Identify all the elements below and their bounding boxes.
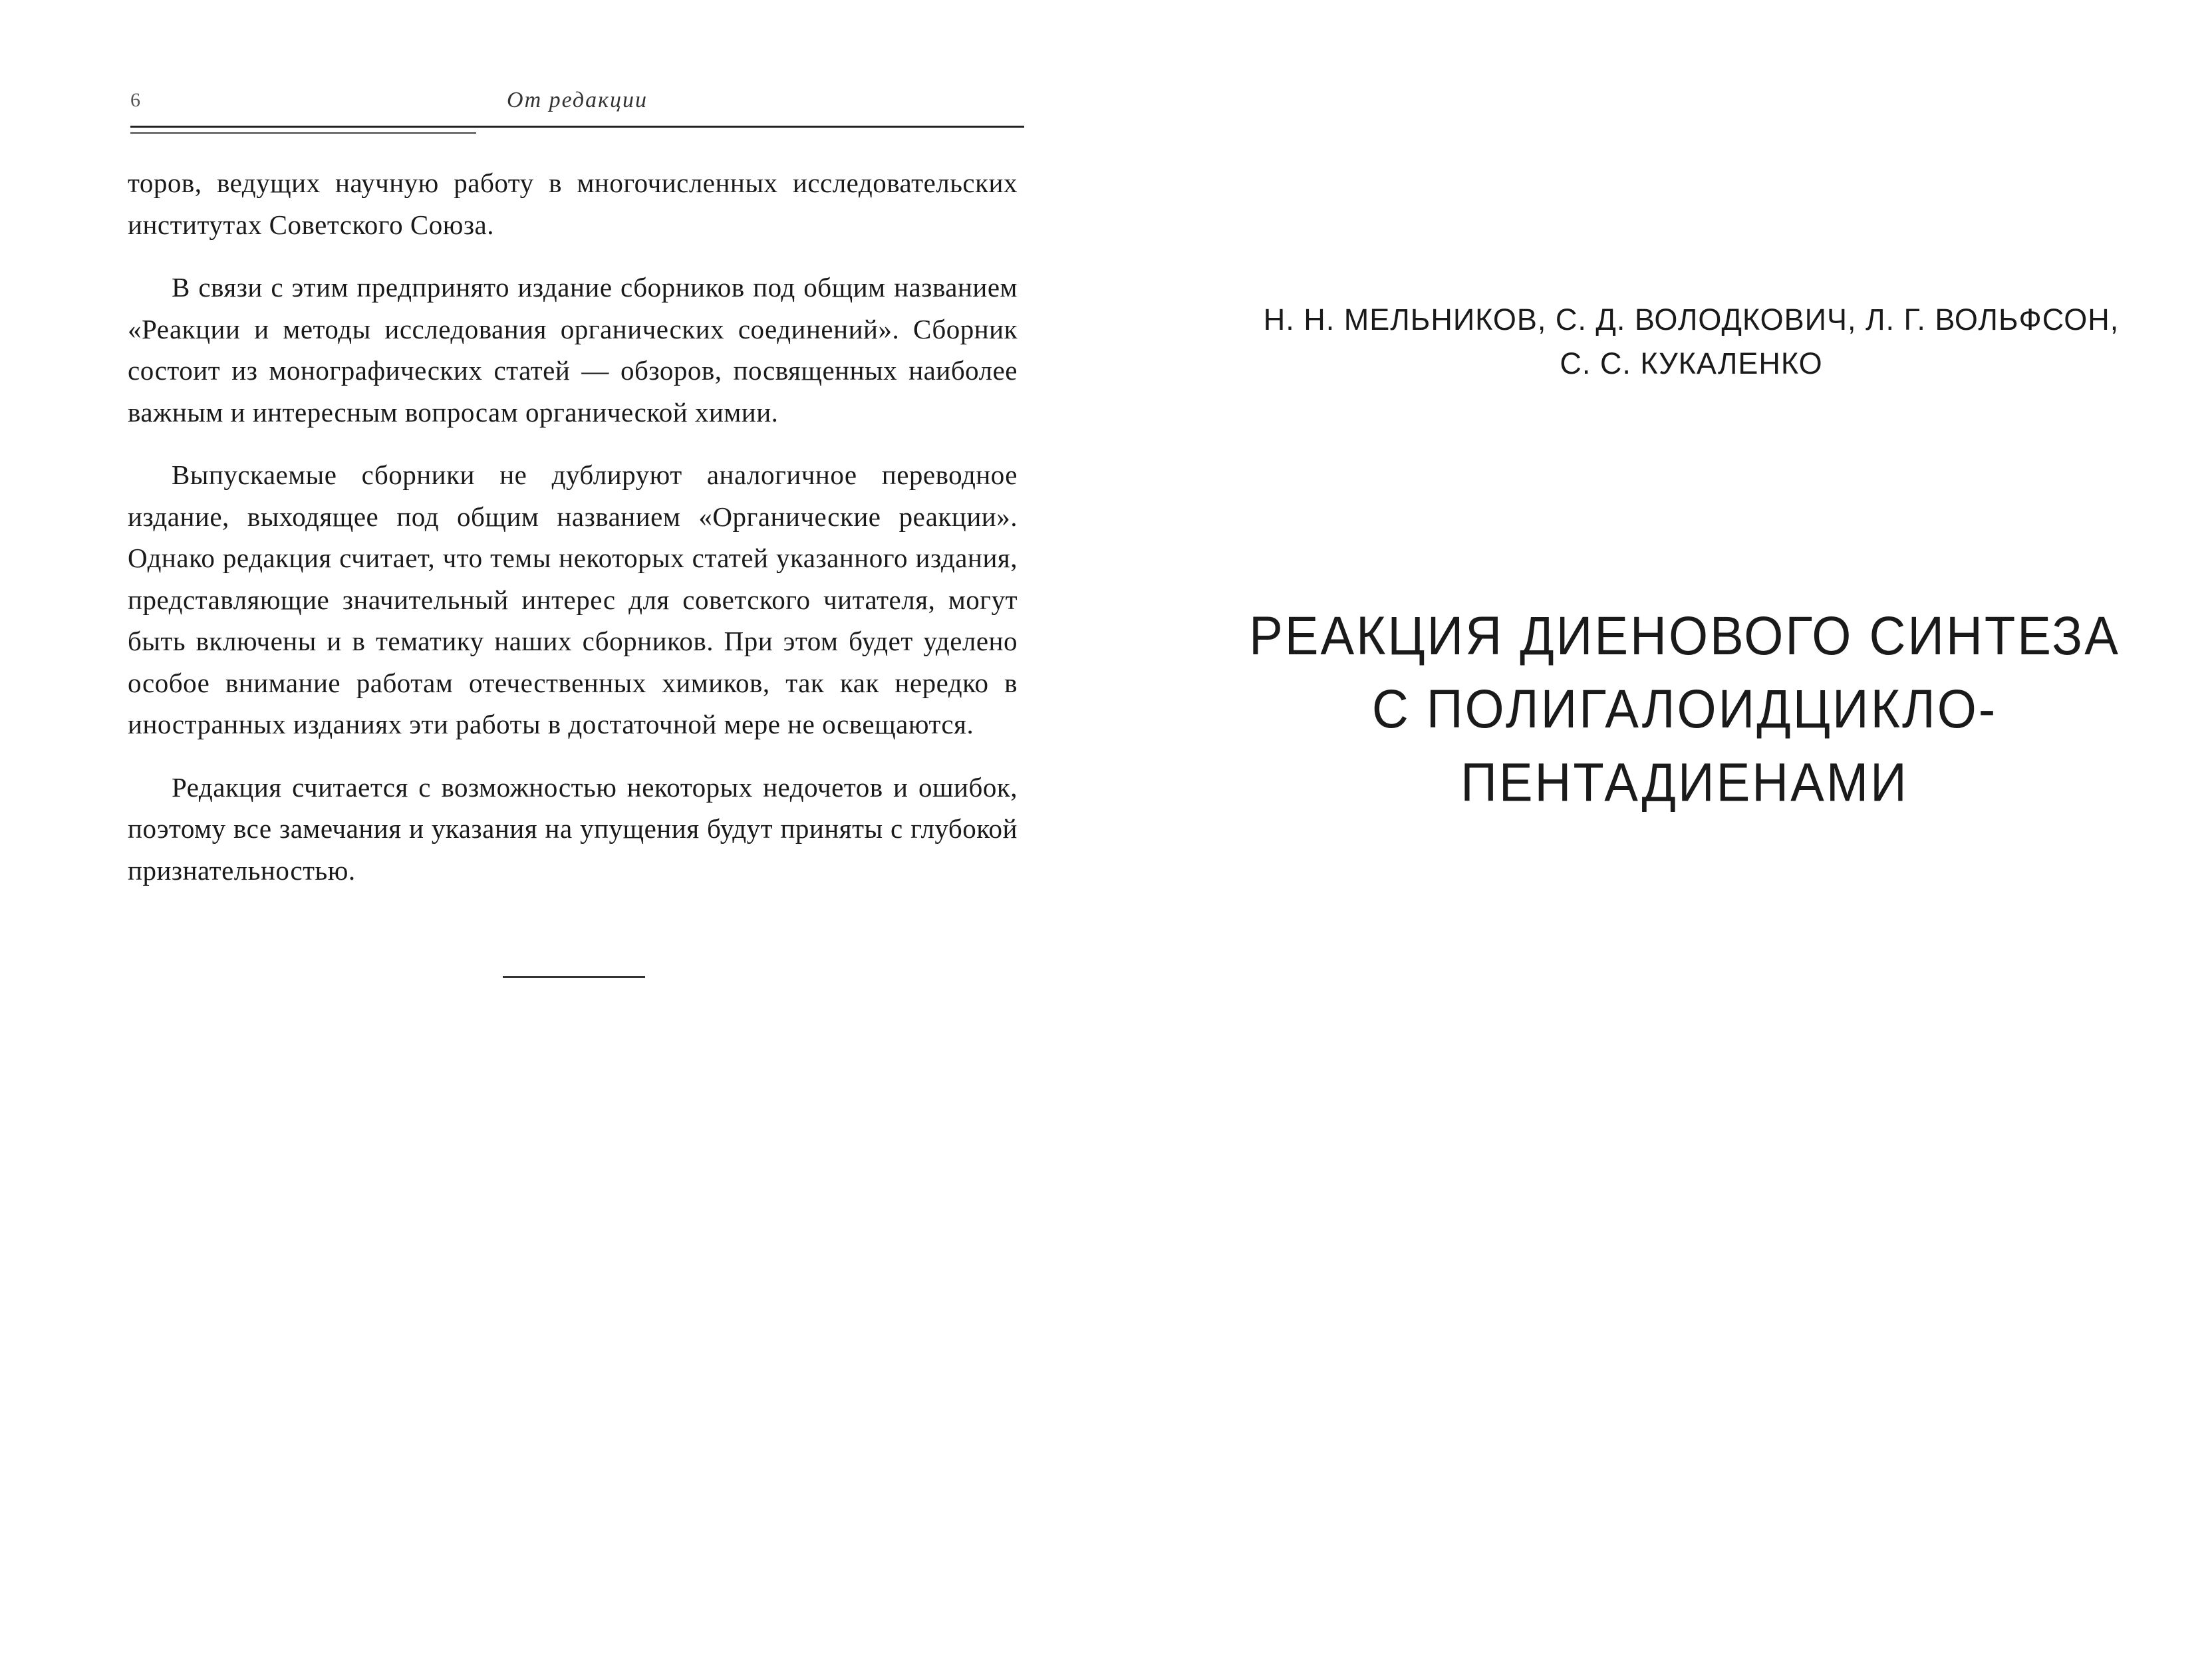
title-line: РЕАКЦИЯ ДИЕНОВОГО СИНТЕЗА: [1249, 605, 2120, 667]
authors-line: Н. Н. МЕЛЬНИКОВ, С. Д. ВОЛОДКОВИЧ, Л. Г. ВОЛЬФСОН,: [1263, 303, 2120, 336]
title-line: С ПОЛИГАЛОИДЦИКЛО-: [1371, 678, 1998, 740]
title-line: ПЕНТАДИЕНАМИ: [1460, 751, 1909, 813]
header-rule-secondary: [130, 132, 476, 134]
running-head: [130, 85, 1024, 125]
running-head-title: От редакции: [507, 88, 648, 112]
body-text: [128, 162, 1018, 891]
article-authors: [1226, 298, 2157, 386]
right-page: [1106, 0, 2212, 1677]
paragraph: Редакция считается с возможностью некоторых недочетов и ошибок, поэтому все замечания и указания на упущения будут приняты с глубокой признательностью.: [128, 771, 1018, 886]
authors-line: С. С. КУКАЛЕНКО: [1560, 346, 1823, 380]
paragraph: В связи с этим предпринято издание сборников под общим названием «Реакции и методы исследования органических соединений». Сборник состоит из монографических статей — обзоров, посвященных наиболее важным и интересным вопросам органической химии.: [128, 272, 1018, 428]
end-of-section-rule: [503, 976, 645, 978]
page-number: 6: [130, 89, 140, 111]
article-title: [1206, 600, 2163, 819]
header-rule: [130, 126, 1024, 128]
paragraph-continued: торов, ведущих научную работу в многочисленных исследовательских институтах Советского Союза.: [128, 168, 1018, 240]
paragraph: Выпускаемые сборники не дублируют аналогичное переводное издание, выходящее под общим названием «Органические реакции». Однако редакция считает, что темы некоторых статей указанного издания, представляющие значительный интерес для советского читателя, могут быть включены и в тематику наших сборников. При этом будет уделено особое внимание работам отечественных химиков, так как нередко в иностранных изданиях эти работы в достаточной мере не освещаются.: [128, 459, 1018, 739]
